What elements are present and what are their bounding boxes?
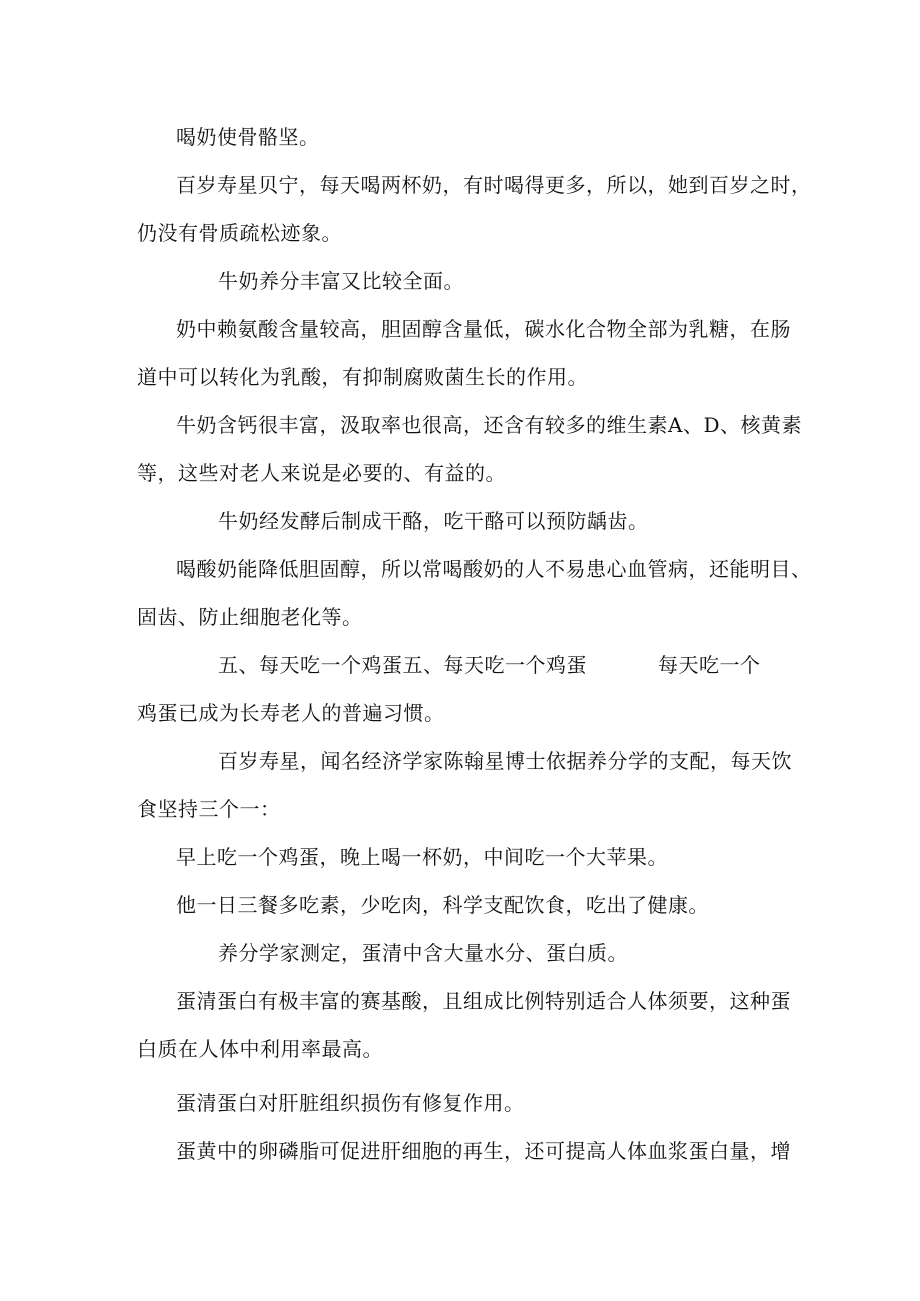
text-line: 白质在人体中利用率最高。 (137, 1037, 383, 1061)
text-line: 等，这些对老人来说是必要的、有益的。 (137, 461, 506, 485)
text-line: 每天吃一个 (658, 653, 761, 677)
text-line: 道中可以转化为乳酸，有抑制腐败菌生长的作用。 (137, 365, 588, 389)
text-line: 百岁寿星，闻名经济学家陈翰星博士依据养分学的支配，每天饮 (218, 749, 792, 773)
text-line: 百岁寿星贝宁，每天喝两杯奶，有时喝得更多，所以，她到百岁之时， (176, 173, 812, 197)
text-line: 蛋黄中的卵磷脂可促进肝细胞的再生，还可提高人体血浆蛋白量，增 (176, 1139, 791, 1163)
text-line: 奶中赖氨酸含量较高，胆固醇含量低，碳水化合物全部为乳糖，在肠 (176, 317, 791, 341)
text-line: 他一日三餐多吃素，少吃肉，科学支配饮食，吃出了健康。 (176, 893, 709, 917)
text-line: 喝酸奶能降低胆固醇，所以常喝酸奶的人不易患心血管病，还能明目、 (176, 557, 812, 581)
text-line: 固齿、防止细胞老化等。 (137, 605, 363, 629)
text-line: 仍没有骨质疏松迹象。 (137, 221, 342, 245)
section-heading: 五、每天吃一个鸡蛋五、每天吃一个鸡蛋 (218, 653, 587, 677)
text-line: 养分学家测定，蛋清中含大量水分、蛋白质。 (218, 941, 628, 965)
text-line: 牛奶含钙很丰富，汲取率也很高，还含有较多的维生素A、D、核黄素 (176, 413, 802, 437)
text-line: 牛奶经发酵后制成干酪，吃干酪可以预防龋齿。 (218, 509, 649, 533)
text-line: 蛋清蛋白对肝脏组织损伤有修复作用。 (176, 1091, 525, 1115)
text-line: 早上吃一个鸡蛋，晚上喝一杯奶，中间吃一个大苹果。 (176, 845, 668, 869)
text-line: 蛋清蛋白有极丰富的赛基酸，且组成比例特别适合人体须要，这种蛋 (176, 989, 791, 1013)
text-line: 食坚持三个一： (137, 797, 281, 821)
text-line: 鸡蛋已成为长寿老人的普遍习惯。 (137, 701, 445, 725)
text-line: 喝奶使骨骼坚。 (176, 125, 320, 149)
text-line: 牛奶养分丰富又比较全面。 (218, 269, 464, 293)
